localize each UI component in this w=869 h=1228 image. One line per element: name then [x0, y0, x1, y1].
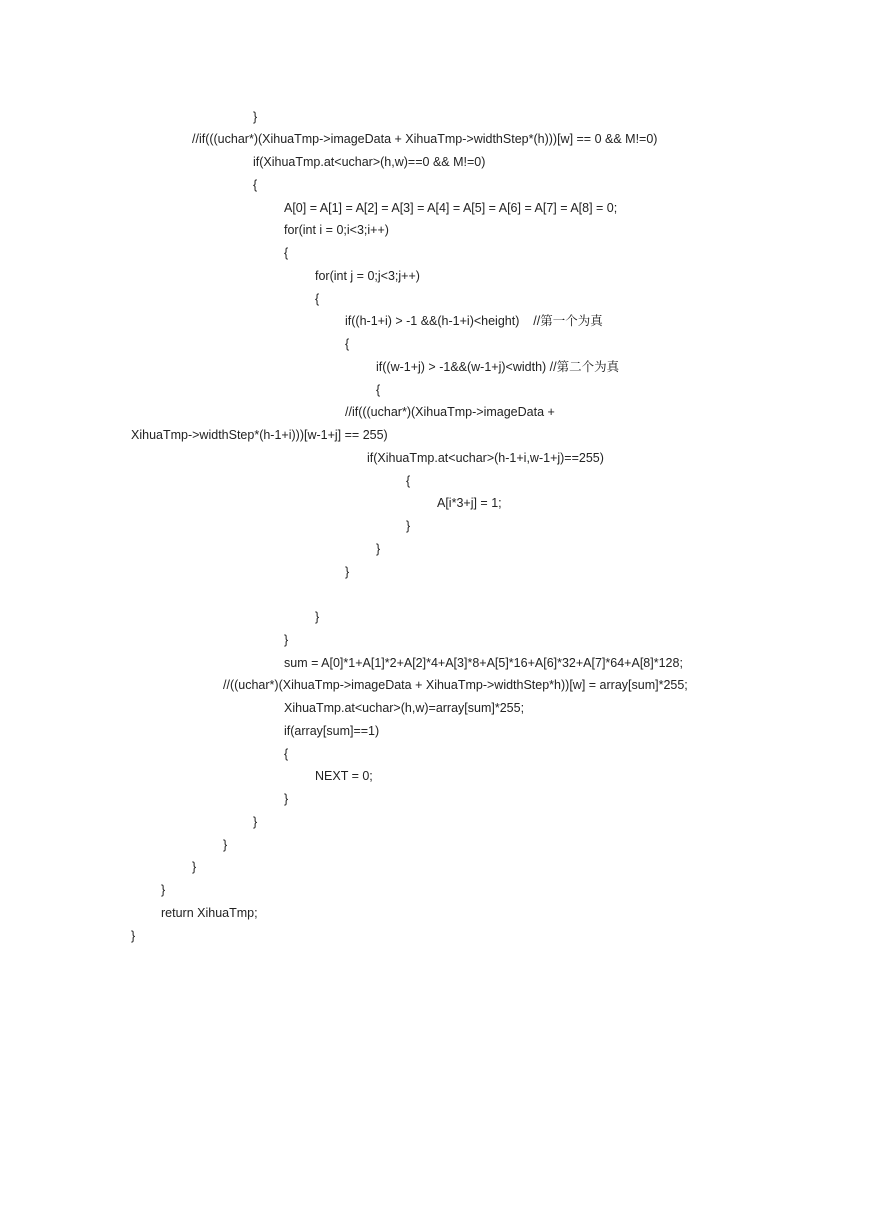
- code-line: {: [253, 178, 258, 192]
- code-line: //if(((uchar*)(XihuaTmp->imageData +: [345, 405, 555, 419]
- code-line: return XihuaTmp;: [161, 906, 258, 920]
- code-line: }: [406, 519, 411, 533]
- code-line: }: [284, 633, 289, 647]
- code-line: {: [284, 246, 289, 260]
- code-line: {: [315, 292, 320, 306]
- code-line: {: [345, 337, 350, 351]
- code-line: //((uchar*)(XihuaTmp->imageData + XihuaTmp->widthStep*h))[w] = array[sum]*255;: [223, 678, 688, 692]
- code-line: XihuaTmp->widthStep*(h-1+i)))[w-1+j] == 255): [131, 428, 388, 442]
- code-line: if((w-1+j) > -1&&(w-1+j)<width) //第二个为真: [376, 360, 620, 374]
- code-line: }: [192, 860, 197, 874]
- code-line: if(array[sum]==1): [284, 724, 380, 738]
- code-line: {: [406, 474, 411, 488]
- code-line: for(int i = 0;i<3;i++): [284, 223, 389, 237]
- code-line: {: [376, 383, 381, 397]
- code-line: }: [284, 792, 289, 806]
- code-line: for(int j = 0;j<3;j++): [315, 269, 420, 283]
- code-line: A[0] = A[1] = A[2] = A[3] = A[4] = A[5] = A[6] = A[7] = A[8] = 0;: [284, 201, 618, 215]
- code-line: }: [223, 838, 228, 852]
- code-line: }: [253, 815, 258, 829]
- code-line: if(XihuaTmp.at<uchar>(h-1+i,w-1+j)==255): [367, 451, 604, 465]
- code-line: }: [161, 883, 166, 897]
- code-line: sum = A[0]*1+A[1]*2+A[2]*4+A[3]*8+A[5]*16+A[6]*32+A[7]*64+A[8]*128;: [284, 656, 683, 670]
- code-line: A[i*3+j] = 1;: [437, 496, 502, 510]
- code-line: }: [315, 610, 320, 624]
- code-line: if((h-1+i) > -1 &&(h-1+i)<height) //第一个为真: [345, 314, 603, 328]
- code-line: {: [284, 747, 289, 761]
- code-line: }: [376, 542, 381, 556]
- code-line: XihuaTmp.at<uchar>(h,w)=array[sum]*255;: [284, 701, 525, 715]
- code-line: NEXT = 0;: [315, 769, 373, 783]
- code-line: //if(((uchar*)(XihuaTmp->imageData + XihuaTmp->widthStep*(h)))[w] == 0 && M!=0): [192, 132, 658, 146]
- code-line: if(XihuaTmp.at<uchar>(h,w)==0 && M!=0): [253, 155, 486, 169]
- code-line: }: [253, 110, 258, 124]
- code-line: }: [345, 565, 350, 579]
- code-line: }: [131, 929, 136, 943]
